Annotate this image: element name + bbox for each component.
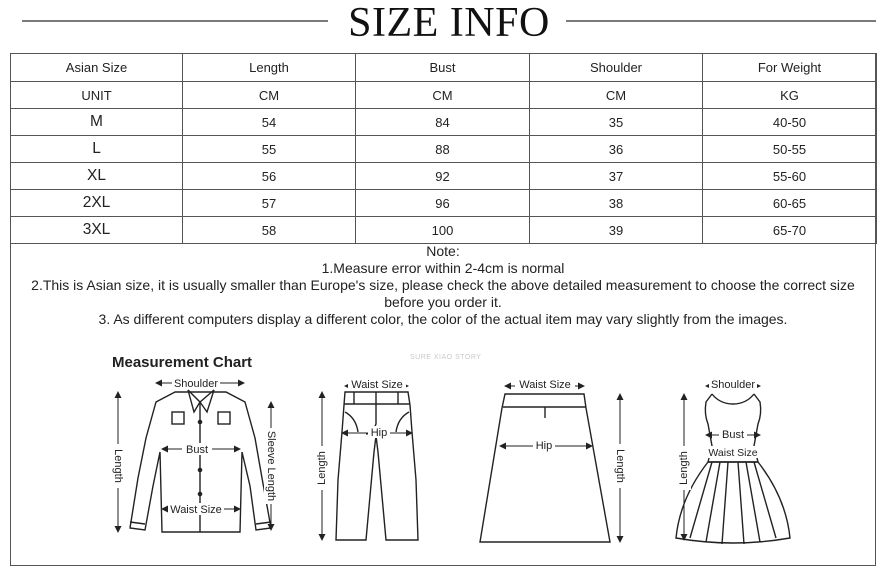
dress-length-label: Length — [677, 451, 690, 485]
table-cell: 55-60 — [703, 163, 877, 190]
unit-cell: KG — [703, 82, 877, 109]
table-cell: 55 — [183, 136, 356, 163]
skirt-waist-label: Waist Size — [519, 379, 571, 391]
unit-cell: CM — [356, 82, 530, 109]
header-asian-size: Asian Size — [11, 54, 183, 82]
table-cell: 38 — [530, 190, 703, 217]
header-bust: Bust — [356, 54, 530, 82]
size-cell: L — [11, 136, 183, 163]
size-cell: 3XL — [11, 217, 183, 244]
sleeve-length-label: Sleeve Length — [265, 430, 278, 502]
size-cell: 2XL — [11, 190, 183, 217]
shoulder-label: Shoulder — [173, 378, 219, 390]
header-length: Length — [183, 54, 356, 82]
pants-length-label: Length — [315, 451, 328, 485]
dress-illustration — [676, 394, 790, 544]
pants-illustration — [336, 392, 418, 540]
table-cell: 50-55 — [703, 136, 877, 163]
page-title: SIZE INFO — [348, 0, 550, 46]
table-cell: 40-50 — [703, 109, 877, 136]
table-cell: 54 — [183, 109, 356, 136]
pants-hip-label: Hip — [370, 427, 388, 439]
size-cell: M — [11, 109, 183, 136]
dress-bust-label: Bust — [721, 429, 745, 441]
skirt-illustration — [480, 394, 610, 542]
watermark: SURE XIAO STORY — [410, 354, 482, 361]
skirt-hip-label: Hip — [535, 440, 553, 452]
waist-size-label: Waist Size — [170, 504, 222, 516]
note-line: 1.Measure error within 2-4cm is normal — [321, 260, 565, 276]
skirt-length-label: Length — [614, 449, 627, 483]
table-cell: 100 — [356, 217, 530, 244]
table-cell: 37 — [530, 163, 703, 190]
table-cell: 84 — [356, 109, 530, 136]
note-line: 2.This is Asian size, it is usually smaller than Europe's size, please check the above detailed measurement to choose the correct size before you order it. — [31, 277, 855, 310]
table-cell: 56 — [183, 163, 356, 190]
header-shoulder: Shoulder — [530, 54, 703, 82]
bust-label: Bust — [185, 444, 209, 456]
table-cell: 96 — [356, 190, 530, 217]
size-cell: XL — [11, 163, 183, 190]
dress-waist-label: Waist Size — [708, 447, 758, 459]
table-cell: 60-65 — [703, 190, 877, 217]
unit-cell: CM — [183, 82, 356, 109]
unit-cell: CM — [530, 82, 703, 109]
table-cell: 39 — [530, 217, 703, 244]
unit-cell: UNIT — [11, 82, 183, 109]
measurement-chart-title: Measurement Chart — [112, 354, 253, 371]
table-cell: 58 — [183, 217, 356, 244]
table-cell: 88 — [356, 136, 530, 163]
length-label: Length — [112, 449, 125, 483]
notes-heading: Note: — [426, 243, 460, 259]
pants-waist-label: Waist Size — [351, 379, 403, 391]
dress-shoulder-label: Shoulder — [710, 379, 756, 391]
note-line: 3. As different computers display a different color, the color of the actual item may vary slightly from the images. — [98, 311, 788, 327]
header-weight: For Weight — [703, 54, 877, 82]
table-cell: 92 — [356, 163, 530, 190]
table-cell: 65-70 — [703, 217, 877, 244]
table-cell: 36 — [530, 136, 703, 163]
table-cell: 57 — [183, 190, 356, 217]
table-cell: 35 — [530, 109, 703, 136]
